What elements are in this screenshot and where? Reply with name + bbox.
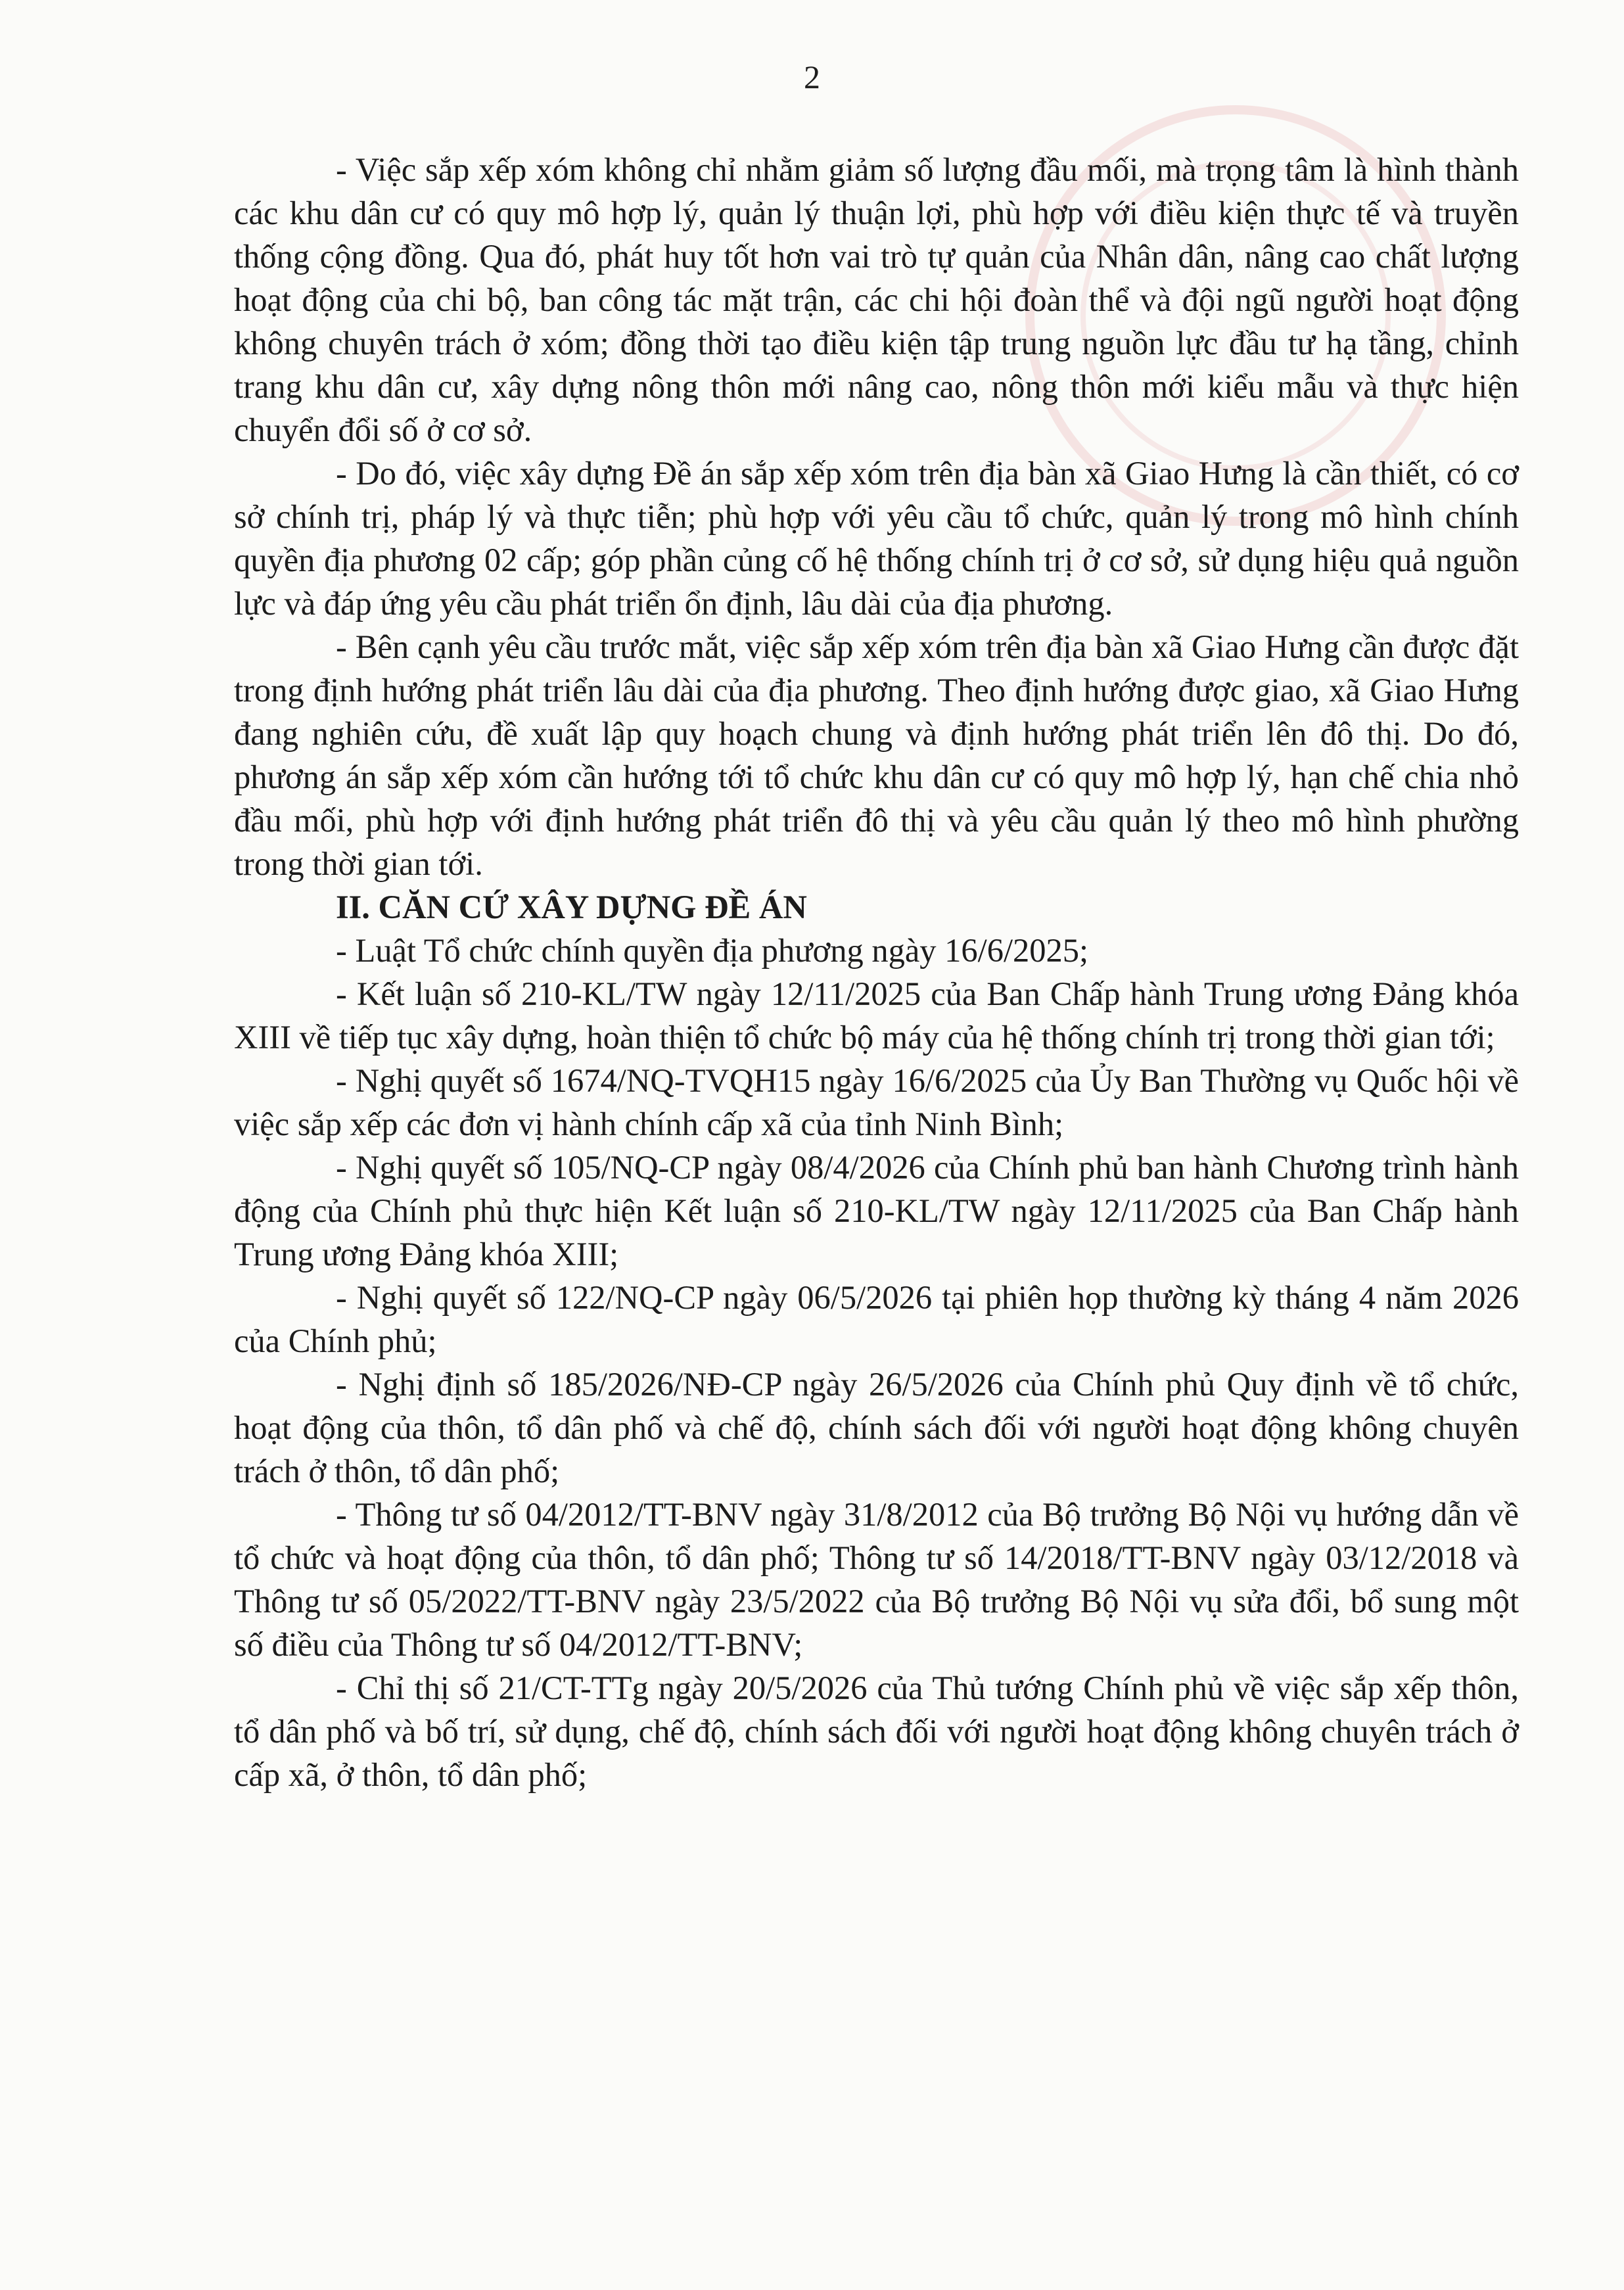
legal-basis-item: - Nghị quyết số 1674/NQ-TVQH15 ngày 16/6/2025 của Ủy Ban Thường vụ Quốc hội về việc sắp xếp các đơn vị hành chính cấp xã của tỉnh Ninh Bình; [234, 1062, 1519, 1142]
legal-basis-item: - Nghị quyết số 105/NQ-CP ngày 08/4/2026 của Chính phủ ban hành Chương trình hành động của Chính phủ thực hiện Kết luận số 210-KL/TW ngày 12/11/2025 của Ban Chấp hành Trung ương Đảng khóa XIII; [234, 1149, 1519, 1273]
page-number: 2 [804, 58, 820, 95]
legal-basis-item: - Luật Tổ chức chính quyền địa phương ngày 16/6/2025; [336, 932, 1089, 969]
document-body [234, 148, 1519, 1796]
paragraph-intro-1: - Việc sắp xếp xóm không chỉ nhằm giảm số lượng đầu mối, mà trọng tâm là hình thành các khu dân cư có quy mô hợp lý, quản lý thuận lợi, phù hợp với điều kiện thực tế và truyền thống cộng đồng. Qua đó, phát huy tốt hơn vai trò tự quản của Nhân dân, nâng cao chất lượng hoạt động của chi bộ, ban công tác mặt trận, các chi hội đoàn thể và đội ngũ người hoạt động không chuyên trách ở xóm; đồng thời tạo điều kiện tập trung nguồn lực đầu tư hạ tầng, chỉnh trang khu dân cư, xây dựng nông thôn mới nâng cao, nông thôn mới kiểu mẫu và thực hiện chuyển đổi số ở cơ sở. [234, 151, 1519, 448]
legal-basis-item: - Chỉ thị số 21/CT-TTg ngày 20/5/2026 của Thủ tướng Chính phủ về việc sắp xếp thôn, tổ dân phố và bố trí, sử dụng, chế độ, chính sách đối với người hoạt động không chuyên trách ở cấp xã, ở thôn, tổ dân phố; [234, 1670, 1519, 1793]
legal-basis-item: - Kết luận số 210-KL/TW ngày 12/11/2025 của Ban Chấp hành Trung ương Đảng khóa XIII về tiếp tục xây dựng, hoàn thiện tổ chức bộ máy của hệ thống chính trị trong thời gian tới; [234, 975, 1519, 1056]
legal-basis-item: - Thông tư số 04/2012/TT-BNV ngày 31/8/2012 của Bộ trưởng Bộ Nội vụ hướng dẫn về tổ chức và hoạt động của thôn, tổ dân phố; Thông tư số 14/2018/TT-BNV ngày 03/12/2018 và Thông tư số 05/2022/TT-BNV ngày 23/5/2022 của Bộ trưởng Bộ Nội vụ sửa đổi, bổ sung một số điều của Thông tư số 04/2012/TT-BNV; [234, 1496, 1519, 1663]
legal-basis-item: - Nghị định số 185/2026/NĐ-CP ngày 26/5/2026 của Chính phủ Quy định về tổ chức, hoạt động của thôn, tổ dân phố và chế độ, chính sách đối với người hoạt động không chuyên trách ở thôn, tổ dân phố; [234, 1366, 1519, 1489]
legal-basis-item: - Nghị quyết số 122/NQ-CP ngày 06/5/2026 tại phiên họp thường kỳ tháng 4 năm 2026 của Chính phủ; [234, 1279, 1519, 1359]
section-heading: II. CĂN CỨ XÂY DỰNG ĐỀ ÁN [336, 889, 807, 925]
paragraph-intro-3: - Bên cạnh yêu cầu trước mắt, việc sắp xếp xóm trên địa bàn xã Giao Hưng cần được đặt trong định hướng phát triển lâu dài của địa phương. Theo định hướng được giao, xã Giao Hưng đang nghiên cứu, đề xuất lập quy hoạch chung và định hướng phát triển lên đô thị. Do đó, phương án sắp xếp xóm cần hướng tới tổ chức khu dân cư có quy mô hợp lý, hạn chế chia nhỏ đầu mối, phù hợp với định hướng phát triển đô thị và yêu cầu quản lý theo mô hình phường trong thời gian tới. [234, 628, 1519, 882]
paragraph-intro-2: - Do đó, việc xây dựng Đề án sắp xếp xóm trên địa bàn xã Giao Hưng là cần thiết, có cơ sở chính trị, pháp lý và thực tiễn; phù hợp với yêu cầu tổ chức, quản lý trong mô hình chính quyền địa phương 02 cấp; góp phần củng cố hệ thống chính trị ở cơ sở, sử dụng hiệu quả nguồn lực và đáp ứng yêu cầu phát triển ổn định, lâu dài của địa phương. [234, 455, 1519, 622]
